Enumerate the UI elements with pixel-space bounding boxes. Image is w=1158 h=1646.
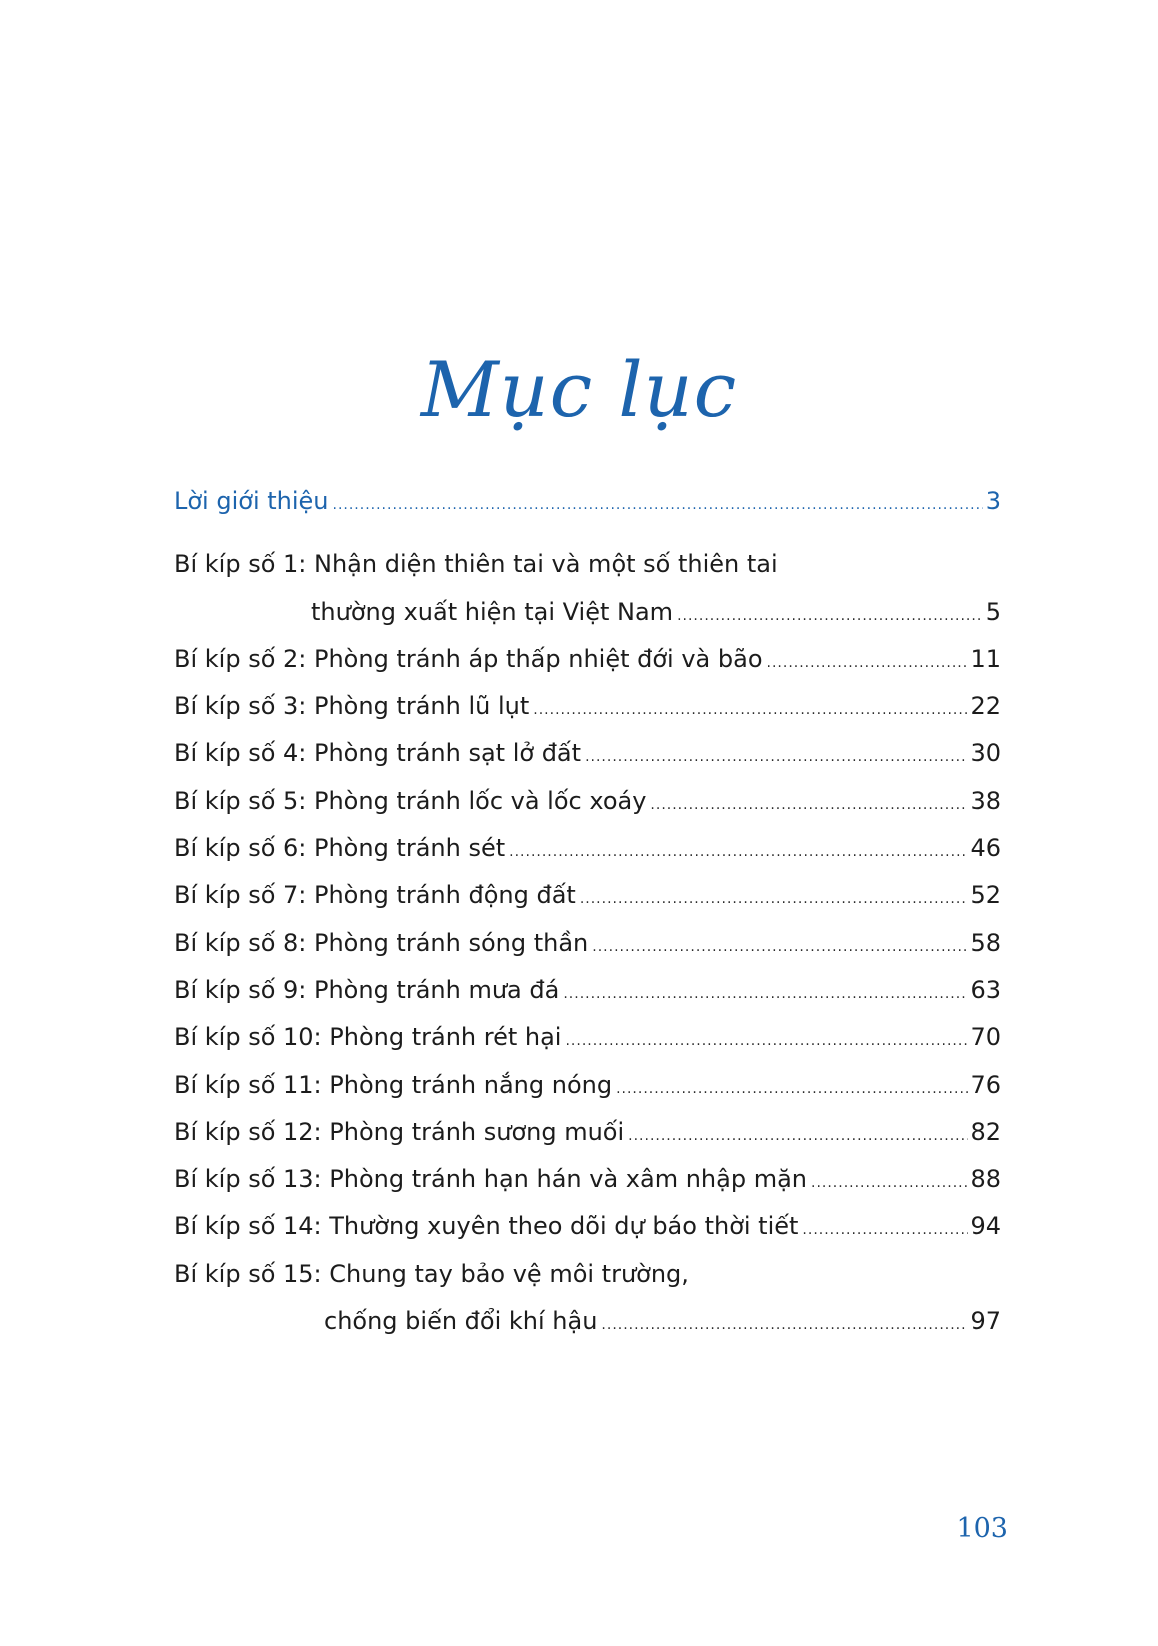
toc-entry-intro[interactable]: [174, 478, 1001, 525]
toc-entry[interactable]: [174, 1251, 1001, 1346]
toc-entry-label: Bí kíp số 9: Phòng tránh mưa đá: [174, 975, 560, 1004]
toc-entry-label: Bí kíp số 14: Thường xuyên theo dõi dự báo thời tiết: [174, 1212, 799, 1241]
toc-entry-page: 5: [985, 597, 1001, 626]
toc-entry-page: 70: [970, 1023, 1001, 1052]
toc-entry-page: 22: [970, 692, 1001, 721]
toc-entry-page: 46: [970, 834, 1001, 863]
dot-leader: [580, 876, 969, 923]
toc-entry[interactable]: [174, 1062, 1001, 1109]
toc-entry-page: 11: [970, 644, 1001, 673]
page-title: Mục lục: [420, 345, 738, 434]
toc-entry-label-continued: chống biến đổi khí hậu: [324, 1307, 598, 1336]
dot-leader: [767, 640, 969, 687]
toc-entry-page: 97: [970, 1307, 1001, 1336]
toc-entry[interactable]: [174, 872, 1001, 919]
table-of-contents: [174, 478, 1001, 1345]
dot-leader: [616, 1066, 968, 1113]
toc-entry-label: Bí kíp số 3: Phòng tránh lũ lụt: [174, 692, 530, 721]
toc-entry[interactable]: [174, 1109, 1001, 1156]
toc-entry[interactable]: [174, 1014, 1001, 1061]
toc-entry-page: 58: [970, 928, 1001, 957]
toc-entry-label: Bí kíp số 5: Phòng tránh lốc và lốc xoáy: [174, 786, 647, 815]
toc-entry[interactable]: [174, 636, 1001, 683]
page-number: 103: [956, 1513, 1008, 1544]
toc-entry[interactable]: [174, 541, 1001, 636]
dot-leader: [592, 924, 968, 971]
toc-entry[interactable]: [174, 683, 1001, 730]
dot-leader: [533, 687, 968, 734]
toc-entry-page: 63: [970, 975, 1001, 1004]
toc-entry-page: 52: [970, 881, 1001, 910]
dot-leader: [677, 593, 983, 640]
toc-entry-label-continued: thường xuất hiện tại Việt Nam: [311, 597, 674, 626]
toc-entry-label: Bí kíp số 2: Phòng tránh áp thấp nhiệt đới và bão: [174, 644, 763, 673]
toc-entry-page: 82: [970, 1117, 1001, 1146]
dot-leader: [563, 971, 968, 1018]
toc-entry[interactable]: [174, 825, 1001, 872]
toc-entry-page: 30: [970, 739, 1001, 768]
toc-entry[interactable]: [174, 778, 1001, 825]
toc-entry[interactable]: [174, 967, 1001, 1014]
dot-leader: [650, 782, 968, 829]
dot-leader: [802, 1207, 968, 1254]
toc-entry-label: Bí kíp số 4: Phòng tránh sạt lở đất: [174, 739, 582, 768]
toc-entry[interactable]: [174, 1156, 1001, 1203]
toc-entry-label: Bí kíp số 10: Phòng tránh rét hại: [174, 1023, 562, 1052]
toc-entry[interactable]: [174, 920, 1001, 967]
dot-leader: [565, 1018, 968, 1065]
dot-leader: [585, 734, 968, 781]
toc-entry-label: Bí kíp số 11: Phòng tránh nắng nóng: [174, 1070, 613, 1099]
toc-entry[interactable]: [174, 730, 1001, 777]
dot-leader: [509, 829, 968, 876]
toc-entry-label: Bí kíp số 13: Phòng tránh hạn hán và xâm nhập mặn: [174, 1165, 807, 1194]
toc-entry-label: Bí kíp số 6: Phòng tránh sét: [174, 834, 506, 863]
toc-entry-label: Bí kíp số 15: Chung tay bảo vệ môi trường,: [174, 1259, 689, 1288]
toc-entry-label: Bí kíp số 1: Nhận diện thiên tai và một số thiên tai: [174, 550, 778, 579]
toc-entry[interactable]: [174, 1203, 1001, 1250]
toc-entry-label: Bí kíp số 7: Phòng tránh động đất: [174, 881, 576, 910]
dot-leader: [333, 482, 984, 529]
dot-leader: [811, 1160, 968, 1207]
toc-entry-label: Bí kíp số 12: Phòng tránh sương muối: [174, 1117, 625, 1146]
toc-entry-label: Lời giới thiệu: [174, 487, 329, 515]
toc-entry-page: 94: [970, 1212, 1001, 1241]
dot-leader: [601, 1302, 968, 1349]
toc-entry-page: 88: [970, 1165, 1001, 1194]
toc-entry-label: Bí kíp số 8: Phòng tránh sóng thần: [174, 928, 589, 957]
toc-entry-page: 76: [970, 1070, 1001, 1099]
toc-entry-page: 38: [970, 786, 1001, 815]
dot-leader: [628, 1113, 968, 1160]
toc-entry-page: 3: [985, 487, 1001, 515]
